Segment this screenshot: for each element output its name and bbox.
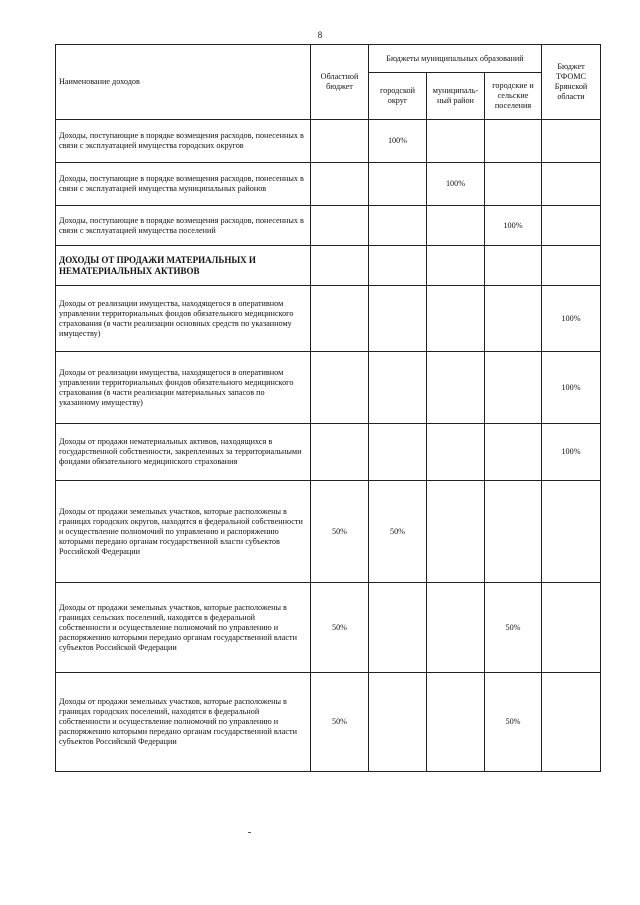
city-share-cell	[369, 246, 427, 286]
tfoms-share-cell	[542, 120, 601, 163]
section-heading: ДОХОДЫ ОТ ПРОДАЖИ МАТЕРИАЛЬНЫХ И НЕМАТЕРИАЛЬНЫХ АКТИВОВ	[56, 246, 311, 286]
income-name-cell: Доходы от продажи земельных участков, которые расположены в границах городских округов, находятся в федеральной собственности и осуществление полномочий по управлению и распоряжению которыми передано органам государственной власти субъектов Российской Федерации	[56, 481, 311, 583]
tfoms-share-cell	[542, 163, 601, 206]
city-share-cell	[369, 286, 427, 352]
income-distribution-table	[55, 44, 601, 772]
table-row	[56, 120, 601, 163]
settlements-share-cell	[485, 120, 542, 163]
tfoms-share-cell: 100%	[542, 352, 601, 424]
regional-share-cell: 50%	[311, 481, 369, 583]
municipal-share-cell	[427, 583, 485, 673]
section-row	[56, 246, 601, 286]
city-share-cell: 50%	[369, 481, 427, 583]
regional-share-cell	[311, 286, 369, 352]
table-row	[56, 673, 601, 772]
header-tfoms-budget: Бюджет ТФОМС Брянской области	[542, 45, 601, 120]
city-share-cell	[369, 163, 427, 206]
header-income-name: Наименование доходов	[56, 45, 311, 120]
regional-share-cell: 50%	[311, 583, 369, 673]
tfoms-share-cell	[542, 246, 601, 286]
regional-share-cell: 50%	[311, 673, 369, 772]
header-settlements: городские и сельские поселения	[485, 73, 542, 120]
settlements-share-cell	[485, 246, 542, 286]
regional-share-cell	[311, 352, 369, 424]
income-name-cell: Доходы от продажи нематериальных активов, находящихся в государственной собственности, закрепленных за территориальными фондами обязательного медицинского страхования	[56, 424, 311, 481]
settlements-share-cell	[485, 352, 542, 424]
city-share-cell	[369, 673, 427, 772]
table-row	[56, 424, 601, 481]
settlements-share-cell: 100%	[485, 206, 542, 246]
municipal-share-cell	[427, 120, 485, 163]
header-row-top	[56, 45, 601, 73]
table-row	[56, 583, 601, 673]
city-share-cell	[369, 424, 427, 481]
income-name-cell: Доходы, поступающие в порядке возмещения расходов, понесенных в связи с эксплуатацией имущества муниципальных районов	[56, 163, 311, 206]
city-share-cell	[369, 583, 427, 673]
settlements-share-cell: 50%	[485, 583, 542, 673]
tfoms-share-cell	[542, 481, 601, 583]
regional-share-cell	[311, 120, 369, 163]
municipal-share-cell	[427, 673, 485, 772]
municipal-share-cell	[427, 246, 485, 286]
income-name-cell: Доходы от реализации имущества, находящегося в оперативном управлении территориальных фондов обязательного медицинского страхования (в части реализации материальных запасов по указанному имуществу)	[56, 352, 311, 424]
header-city-district: городской округ	[369, 73, 427, 120]
tfoms-share-cell	[542, 583, 601, 673]
tfoms-share-cell: 100%	[542, 286, 601, 352]
settlements-share-cell: 50%	[485, 673, 542, 772]
settlements-share-cell	[485, 286, 542, 352]
municipal-share-cell	[427, 481, 485, 583]
header-municipal-budgets: Бюджеты муниципальных образований	[369, 45, 542, 73]
header-municipal-district: муниципаль-ный район	[427, 73, 485, 120]
table-row	[56, 352, 601, 424]
settlements-share-cell	[485, 481, 542, 583]
settlements-share-cell	[485, 163, 542, 206]
income-name-cell: Доходы от продажи земельных участков, которые расположены в границах городских поселений, находятся в федеральной собственности и осуществление полномочий по управлению и распоряжению которыми передано органам государственной власти субъектов Российской Федерации	[56, 673, 311, 772]
table-row	[56, 206, 601, 246]
municipal-share-cell	[427, 286, 485, 352]
regional-share-cell	[311, 163, 369, 206]
tfoms-share-cell	[542, 673, 601, 772]
tfoms-share-cell: 100%	[542, 424, 601, 481]
income-name-cell: Доходы от продажи земельных участков, которые расположены в границах сельских поселений, находятся в федеральной собственности и осуществление полномочий по управлению и распоряжению которыми передано органам государственной власти субъектов Российской Федерации	[56, 583, 311, 673]
table-row	[56, 163, 601, 206]
city-share-cell: 100%	[369, 120, 427, 163]
settlements-share-cell	[485, 424, 542, 481]
city-share-cell	[369, 352, 427, 424]
regional-share-cell	[311, 246, 369, 286]
income-name-cell: Доходы, поступающие в порядке возмещения расходов, понесенных в связи с эксплуатацией имущества городских округов	[56, 120, 311, 163]
city-share-cell	[369, 206, 427, 246]
regional-share-cell	[311, 206, 369, 246]
tfoms-share-cell	[542, 206, 601, 246]
table-row	[56, 481, 601, 583]
regional-share-cell	[311, 424, 369, 481]
header-regional-budget: Областной бюджет	[311, 45, 369, 120]
municipal-share-cell	[427, 206, 485, 246]
municipal-share-cell: 100%	[427, 163, 485, 206]
page-number: 8	[317, 30, 323, 40]
municipal-share-cell	[427, 352, 485, 424]
table-row	[56, 286, 601, 352]
income-name-cell: Доходы, поступающие в порядке возмещения расходов, понесенных в связи с эксплуатацией имущества поселений	[56, 206, 311, 246]
income-name-cell: Доходы от реализации имущества, находящегося в оперативном управлении территориальных фондов обязательного медицинского страхования (в части реализации основных средств по указанному имуществу)	[56, 286, 311, 352]
scan-mark	[248, 832, 251, 833]
municipal-share-cell	[427, 424, 485, 481]
